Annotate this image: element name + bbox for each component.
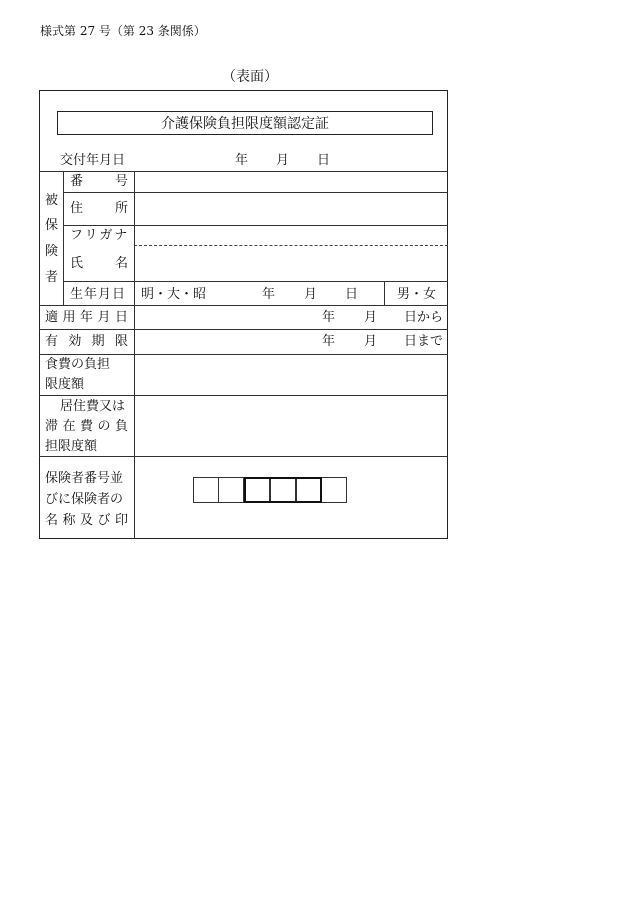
form-number: 様式第 27 号（第 23 条関係） <box>40 24 206 38</box>
divider <box>63 171 64 305</box>
divider <box>39 395 448 396</box>
divider <box>39 456 448 457</box>
validity-label <box>45 334 128 350</box>
number-label-char: 番 <box>70 174 84 189</box>
label-char: 限 <box>114 334 128 349</box>
label-char: 日 <box>114 310 128 325</box>
issue-day-label: 日 <box>317 153 331 168</box>
divider <box>39 354 448 355</box>
name-label <box>70 256 128 272</box>
insurer-number-highlight-box <box>244 477 322 503</box>
address-label-char: 所 <box>114 201 128 216</box>
insured-label-char: 保 <box>45 218 59 233</box>
furigana-label: フリガナ <box>70 228 130 243</box>
food-cost-label-line2: 限度額 <box>45 377 85 392</box>
label-char: 負 <box>114 419 128 434</box>
validity-month-label: 月 <box>364 334 378 349</box>
insurer-label-line1: 保険者番号並 <box>45 471 124 486</box>
label-char: 月 <box>97 310 111 325</box>
divider <box>39 171 448 172</box>
divider <box>39 329 448 330</box>
issue-year-label: 年 <box>235 153 249 168</box>
insurer-number-box <box>218 477 244 503</box>
address-label-char: 住 <box>70 201 84 216</box>
application-day-label: 日から <box>404 310 444 325</box>
number-label-char: 号 <box>114 174 128 189</box>
insurer-number-box <box>321 477 347 503</box>
residence-cost-label-line3: 担限度額 <box>45 439 98 454</box>
label-char: の <box>97 419 111 434</box>
label-char: 適 <box>45 310 59 325</box>
gender-options: 男・女 <box>397 287 437 302</box>
birth-day-label: 日 <box>345 287 359 302</box>
divider <box>39 305 448 306</box>
label-char: 期 <box>91 334 105 349</box>
side-label: （表面） <box>222 69 278 85</box>
birthdate-label: 生年月日 <box>70 287 127 302</box>
food-cost-label-line1: 食費の負担 <box>45 357 111 372</box>
label-char: 効 <box>68 334 82 349</box>
label-char: 在 <box>62 419 76 434</box>
label-char: び <box>97 513 111 528</box>
validity-year-label: 年 <box>322 334 336 349</box>
insurer-label-line2: びに保険者の <box>45 492 124 507</box>
insured-label-char: 者 <box>45 270 59 285</box>
insured-label-char: 険 <box>45 244 59 259</box>
application-date-label <box>45 310 128 326</box>
label-char: 費 <box>79 419 93 434</box>
label-char: 年 <box>79 310 93 325</box>
name-label-char: 氏 <box>70 256 84 271</box>
divider <box>63 192 448 193</box>
label-char: 称 <box>62 513 76 528</box>
label-char: 及 <box>79 513 93 528</box>
number-label <box>70 174 128 190</box>
application-year-label: 年 <box>322 310 336 325</box>
address-label <box>70 201 128 217</box>
divider <box>134 245 448 246</box>
birth-month-label: 月 <box>304 287 318 302</box>
residence-cost-label-line2 <box>45 419 128 435</box>
issue-date-label: 交付年月日 <box>60 153 126 168</box>
era-options: 明・大・昭 <box>141 287 207 302</box>
issue-month-label: 月 <box>276 153 290 168</box>
insured-label-char: 被 <box>45 193 59 208</box>
label-char: 印 <box>114 513 128 528</box>
label-char: 用 <box>62 310 76 325</box>
label-char: 有 <box>45 334 59 349</box>
insurer-label-line3 <box>45 513 128 529</box>
divider <box>63 225 448 226</box>
divider <box>384 281 385 305</box>
label-char: 名 <box>45 513 59 528</box>
divider <box>63 281 448 282</box>
birth-year-label: 年 <box>262 287 276 302</box>
validity-day-label: 日まで <box>404 334 444 349</box>
divider <box>134 171 135 539</box>
application-month-label: 月 <box>364 310 378 325</box>
insurer-number-box <box>193 477 219 503</box>
label-char: 滞 <box>45 419 59 434</box>
name-label-char: 名 <box>114 256 128 271</box>
residence-cost-label-line1: 居住費又は <box>60 399 126 414</box>
certificate-title: 介護保険負担限度額認定証 <box>57 111 433 135</box>
